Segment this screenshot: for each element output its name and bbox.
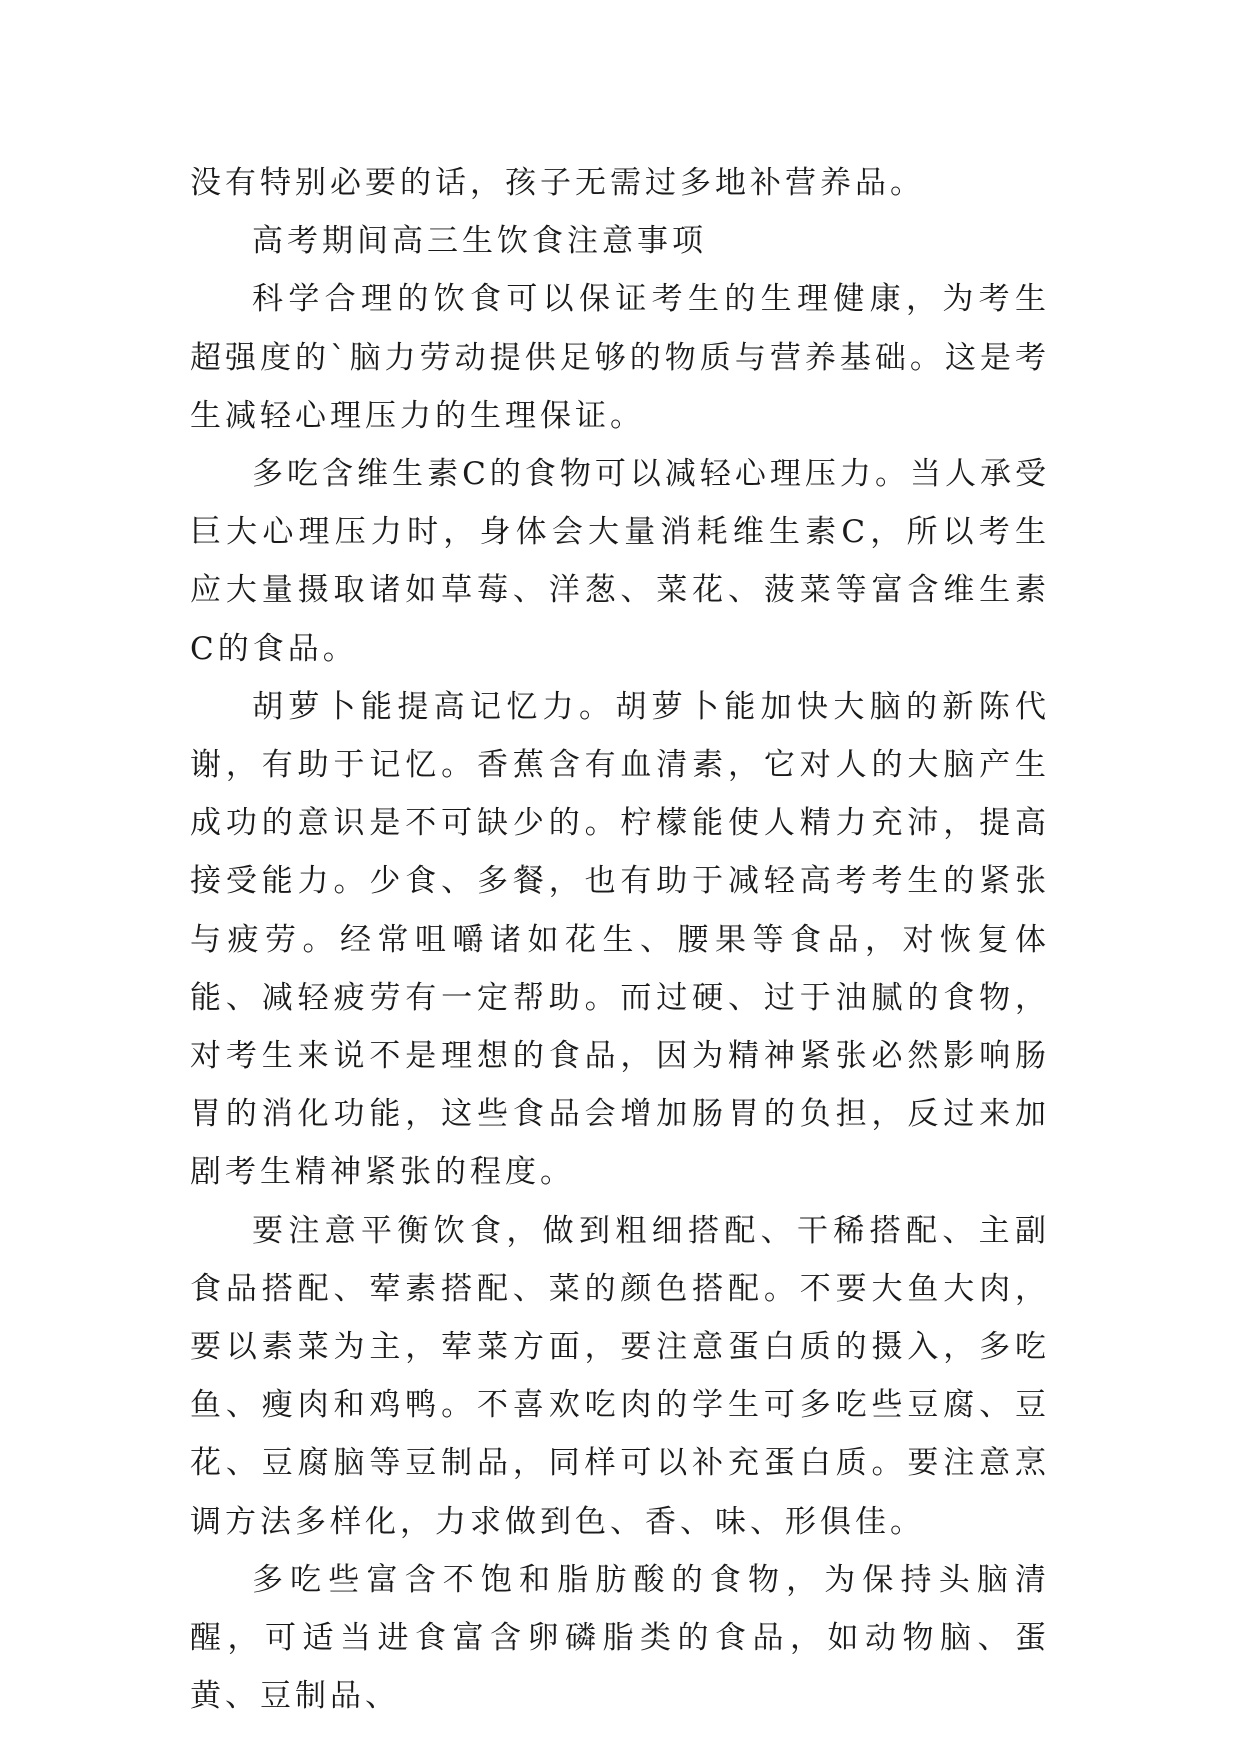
paragraph-2: 科学合理的饮食可以保证考生的生理健康，为考生超强度的`脑力劳动提供足够的物质与营养基础。这是考生减轻心理压力的生理保证。 <box>190 281 1050 434</box>
paragraph-6: 多吃些富含不饱和脂肪酸的食物，为保持头脑清醒，可适当进食富含卵磷脂类的食品，如动物脑、蛋黄、豆制品、 <box>190 1561 1050 1715</box>
paragraph-1: 没有特别必要的话，孩子无需过多地补营养品。 <box>190 165 925 201</box>
section-heading: 高考期间高三生饮食注意事项 <box>252 223 707 260</box>
paragraph-3: 多吃含维生素C的食物可以减轻心理压力。当人承受巨大心理压力时，身体会大量消耗维生素C，所以考生应大量摄取诸如草莓、洋葱、菜花、菠菜等富含维生素C的食品。 <box>190 456 1050 667</box>
paragraph-4: 胡萝卜能提高记忆力。胡萝卜能加快大脑的新陈代谢，有助于记忆。香蕉含有血清素，它对人的大脑产生成功的意识是不可缺少的。柠檬能使人精力充沛，提高接受能力。少食、多餐，也有助于减轻高考考生的紧张与疲劳。经常咀嚼诸如花生、腰果等食品，对恢复体能、减轻疲劳有一定帮助。而过硬、过于油腻的食物，对考生来说不是理想的食品，因为精神紧张必然影响肠胃的消化功能，这些食品会增加肠胃的负担，反过来加剧考生精神紧张的程度。 <box>190 688 1050 1191</box>
document-body <box>190 154 1050 1725</box>
paragraph-5: 要注意平衡饮食，做到粗细搭配、干稀搭配、主副食品搭配、荤素搭配、菜的颜色搭配。不要大鱼大肉，要以素菜为主，荤菜方面，要注意蛋白质的摄入，多吃鱼、瘦肉和鸡鸭。不喜欢吃肉的学生可多吃些豆腐、豆花、豆腐脑等豆制品，同样可以补充蛋白质。要注意烹调方法多样化，力求做到色、香、味、形俱佳。 <box>190 1212 1050 1540</box>
